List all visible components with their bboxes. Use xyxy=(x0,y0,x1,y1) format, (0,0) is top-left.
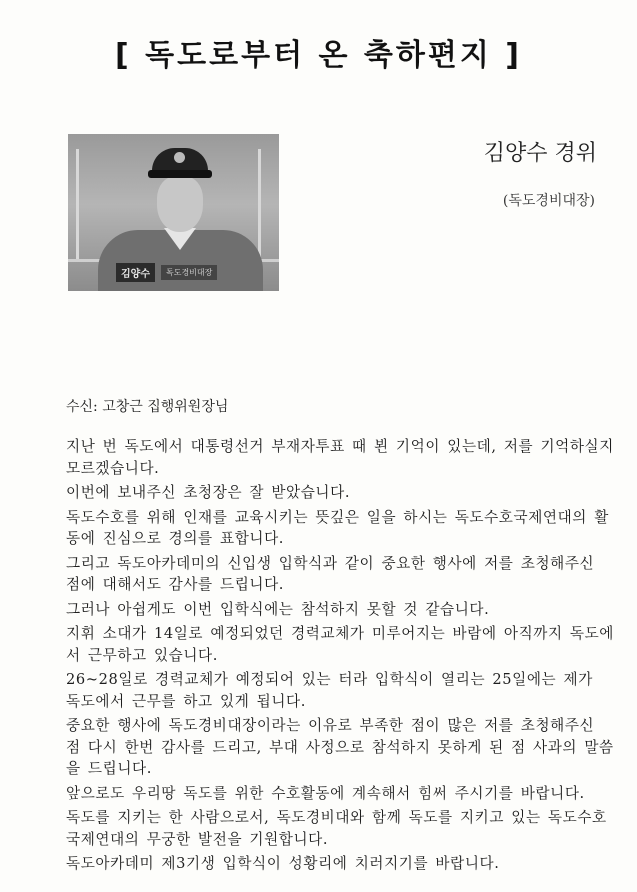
author-name: 김양수 경위 xyxy=(483,141,597,166)
author-photo xyxy=(68,134,279,291)
paragraph: 지난 번 독도에서 대통령선거 부재자투표 때 뵌 기억이 있는데, 저를 기억하실지 모르겠습니다. xyxy=(66,438,614,477)
paragraph: 중요한 행사에 독도경비대장이라는 이유로 부족한 점이 많은 저를 초청해주신 점 다시 한번 감사를 드리고, 부대 사정으로 참석하지 못하게 된 점 사과의 말씀을 드립니다. xyxy=(66,717,614,777)
paragraph: 독도를 지키는 한 사람으로서, 독도경비대와 함께 독도를 지키고 있는 독도수호국제연대의 무궁한 발전을 기원합니다. xyxy=(66,809,607,848)
photo-caption-role: 독도경비대장 xyxy=(161,265,217,280)
cap-brim xyxy=(148,170,212,178)
photo-caption-name: 김양수 xyxy=(116,263,155,282)
cap-badge-icon xyxy=(174,152,185,163)
paragraph: 지휘 소대가 14일로 예정되었던 경력교체가 미루어지는 바람에 아직까지 독도에서 근무하고 있습니다. xyxy=(66,625,615,664)
author-role: (독도경비대장) xyxy=(502,193,595,209)
recipient-line: 수신: 고창근 집행위원장님 xyxy=(66,399,229,415)
paragraph: 그리고 독도아카데미의 신입생 입학식과 같이 중요한 행사에 저를 초청해주신 점에 대해서도 감사를 드립니다. xyxy=(66,554,595,593)
paragraph: 독도아카데미 제3기생 입학식이 성황리에 치러지기를 바랍니다. xyxy=(66,855,500,872)
paragraph: 26~28일로 경력교체가 예정되어 있는 터라 입학식이 열리는 25일에는 제가 독도에서 근무를 하고 있게 됩니다. xyxy=(66,671,593,710)
paragraph: 앞으로도 우리땅 독도를 위한 수호활동에 계속해서 힘써 주시기를 바랍니다. xyxy=(66,784,585,802)
paragraph: 이번에 보내주신 초청장은 잘 받았습니다. xyxy=(66,484,351,501)
railing-post xyxy=(258,149,261,259)
letter-body xyxy=(66,436,614,878)
paragraph: 독도수호를 위해 인재를 교육시키는 뜻깊은 일을 하시는 독도수호국제연대의 활동에 진심으로 경의를 표합니다. xyxy=(66,508,609,547)
page-title: [ 독도로부터 온 축하편지 ] xyxy=(115,38,522,73)
face xyxy=(157,176,203,232)
railing-post xyxy=(76,149,79,259)
paragraph: 그러나 아쉽게도 이번 입학식에는 참석하지 못할 것 같습니다. xyxy=(66,600,490,618)
photo-caption xyxy=(116,262,266,282)
